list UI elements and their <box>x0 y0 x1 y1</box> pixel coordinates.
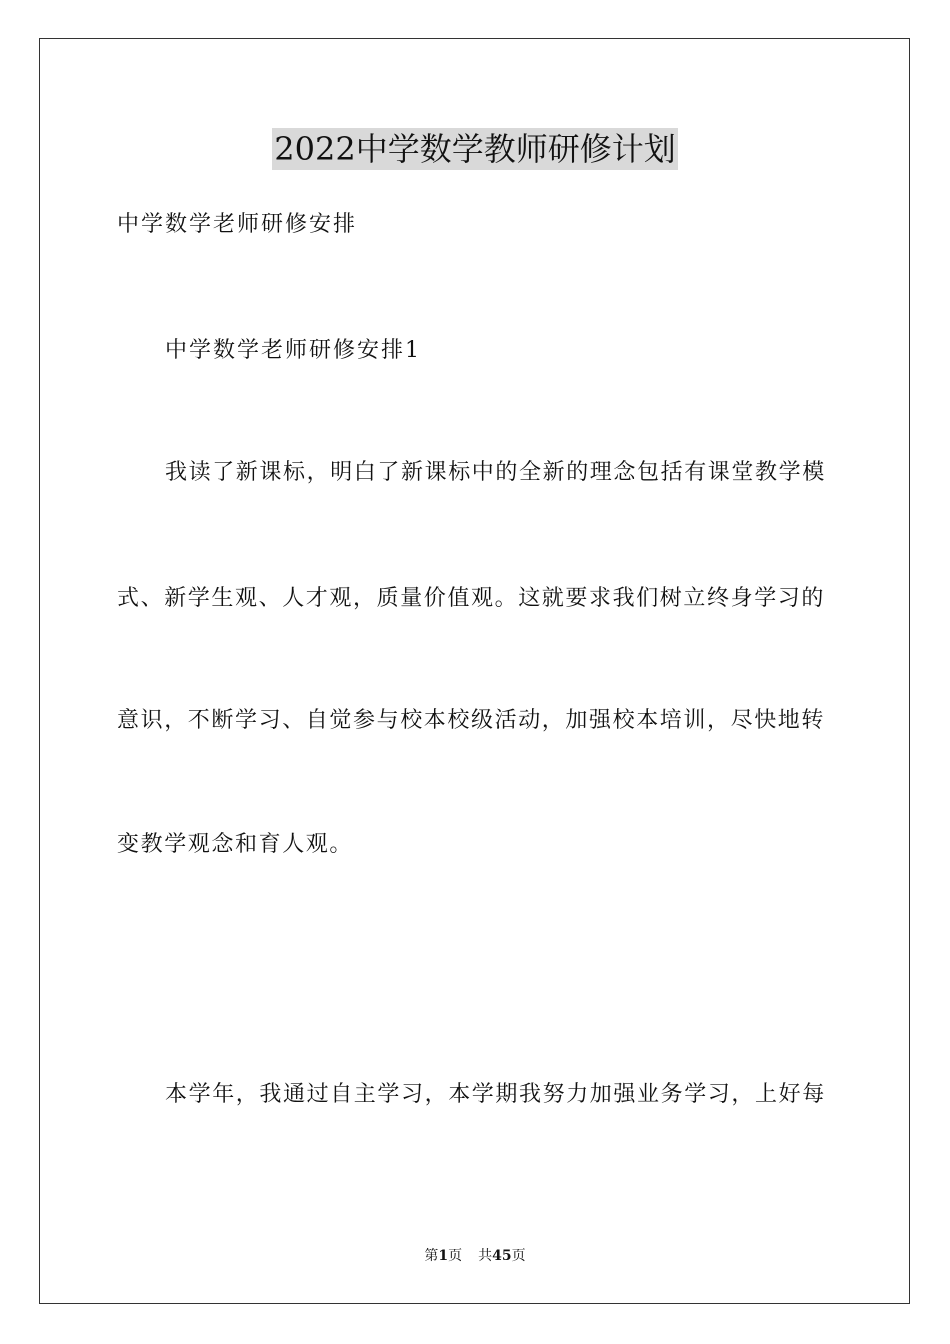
paragraph-line: 意识，不断学习、自觉参与校本校级活动，加强校本培训，尽快地转 <box>117 708 826 733</box>
section-heading: 中学数学老师研修安排1 <box>165 338 421 363</box>
page-suffix: 页 <box>448 1248 463 1264</box>
total-pages: 45 <box>492 1248 512 1264</box>
page-prefix: 第 <box>424 1248 439 1264</box>
paragraph-line: 本学年，我通过自主学习，本学期我努力加强业务学习，上好每 <box>165 1082 826 1107</box>
document-title: 2022中学数学教师研修计划 <box>274 130 676 168</box>
paragraph-line: 式、新学生观、人才观，质量价值观。这就要求我们树立终身学习的 <box>117 586 826 611</box>
page-footer <box>0 1246 950 1266</box>
page-number: 1 <box>438 1248 449 1264</box>
paragraph-line: 变教学观念和育人观。 <box>117 832 354 857</box>
document-subtitle: 中学数学老师研修安排 <box>117 212 358 237</box>
total-suffix: 页 <box>511 1248 526 1264</box>
paragraph-line: 我读了新课标，明白了新课标中的全新的理念包括有课堂教学模 <box>165 460 826 485</box>
title-container <box>0 128 950 170</box>
total-prefix: 共 <box>478 1248 493 1264</box>
